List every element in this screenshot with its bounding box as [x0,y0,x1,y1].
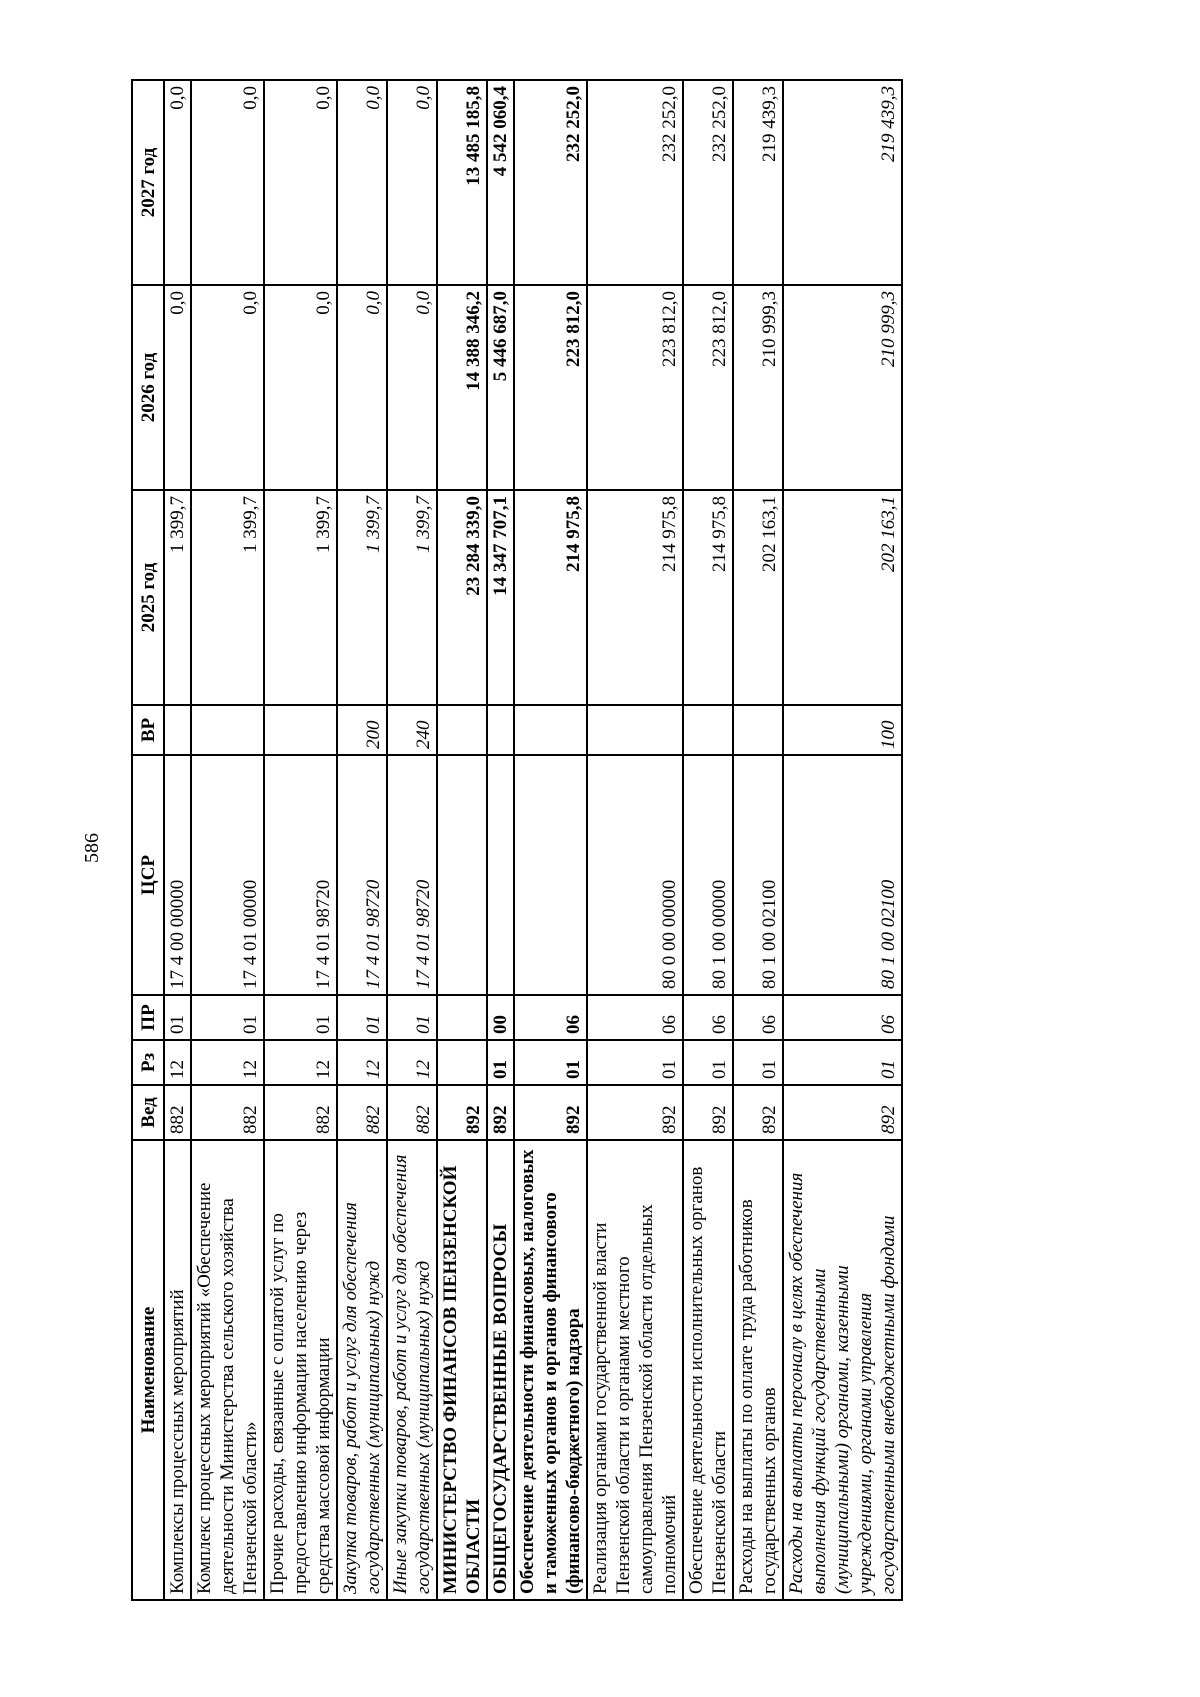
cell-ved: 882 [264,1085,337,1140]
cell-pr: 06 [733,995,783,1040]
cell-rz: 12 [337,1040,387,1085]
cell-vr [733,705,783,755]
cell-csr: 80 1 00 02100 [783,755,902,995]
cell-ved: 892 [437,1085,487,1140]
cell-2025: 1 399,7 [191,490,264,705]
cell-name: Комплексы процессных мероприятий [164,1140,191,1600]
table-row [264,80,337,1600]
cell-2026: 210 999,3 [733,285,783,490]
cell-csr: 17 4 01 98720 [387,755,437,995]
cell-2025: 202 163,1 [733,490,783,705]
cell-ved: 882 [337,1085,387,1140]
cell-2027: 4 542 060,4 [487,80,514,285]
cell-rz: 01 [587,1040,683,1085]
cell-name: Закупка товаров, работ и услуг для обеспечения государственных (муниципальных) нужд [337,1140,387,1600]
cell-pr: 06 [683,995,733,1040]
table-row [164,80,191,1600]
cell-ved: 892 [514,1085,587,1140]
cell-2027: 232 252,0 [683,80,733,285]
cell-pr: 06 [783,995,902,1040]
cell-name: Реализация органами государственной власти Пензенской области и органами местного самоуправления Пензенской области отдельных полномочий [587,1140,683,1600]
cell-pr: 01 [337,995,387,1040]
cell-vr: 240 [387,705,437,755]
cell-2026: 0,0 [337,285,387,490]
cell-name: Прочие расходы, связанные с оплатой услуг по предоставлению информации населению через средства массовой информации [264,1140,337,1600]
header-2025: 2025 год [132,490,164,705]
cell-csr: 80 1 00 02100 [733,755,783,995]
table-row [733,80,783,1600]
header-pr: ПР [132,995,164,1040]
cell-ved: 882 [191,1085,264,1140]
cell-csr: 80 0 00 00000 [587,755,683,995]
cell-2027: 232 252,0 [514,80,587,285]
cell-2027: 0,0 [264,80,337,285]
cell-vr: 100 [783,705,902,755]
cell-rz: 01 [683,1040,733,1085]
cell-ved: 882 [387,1085,437,1140]
table-row [587,80,683,1600]
header-vr: ВР [132,705,164,755]
cell-2026: 0,0 [191,285,264,490]
cell-vr [264,705,337,755]
cell-ved: 892 [783,1085,902,1140]
table-row [783,80,902,1600]
cell-name: Обеспечение деятельности исполнительных органов Пензенской области [683,1140,733,1600]
cell-pr: 01 [264,995,337,1040]
cell-pr: 06 [587,995,683,1040]
cell-2025: 202 163,1 [783,490,902,705]
cell-pr: 01 [191,995,264,1040]
cell-vr [487,705,514,755]
cell-2025: 1 399,7 [387,490,437,705]
cell-2026: 0,0 [264,285,337,490]
cell-2025: 214 975,8 [587,490,683,705]
cell-2025: 214 975,8 [683,490,733,705]
cell-ved: 892 [587,1085,683,1140]
table-row [487,80,514,1600]
cell-vr [191,705,264,755]
budget-table-container [131,81,1051,1601]
cell-vr [514,705,587,755]
cell-2026: 223 812,0 [683,285,733,490]
header-rz: Рз [132,1040,164,1085]
cell-name: Обеспечение деятельности финансовых, налоговых и таможенных органов и органов финансового (финансово-бюджетного) надзора [514,1140,587,1600]
cell-vr [683,705,733,755]
cell-2025: 14 347 707,1 [487,490,514,705]
cell-csr [487,755,514,995]
cell-pr: 01 [387,995,437,1040]
budget-table [131,79,903,1601]
cell-name: МИНИСТЕРСТВО ФИНАНСОВ ПЕНЗЕНСКОЙ ОБЛАСТИ [437,1140,487,1600]
table-row [437,80,487,1600]
header-ved: Вед [132,1085,164,1140]
cell-vr [164,705,191,755]
cell-2026: 210 999,3 [783,285,902,490]
cell-vr [587,705,683,755]
table-row [191,80,264,1600]
cell-csr: 17 4 01 00000 [191,755,264,995]
cell-csr: 17 4 01 98720 [264,755,337,995]
cell-csr: 80 1 00 00000 [683,755,733,995]
cell-rz: 12 [191,1040,264,1085]
cell-2026: 5 446 687,0 [487,285,514,490]
cell-2026: 223 812,0 [514,285,587,490]
cell-2027: 0,0 [387,80,437,285]
cell-vr [437,705,487,755]
cell-rz: 01 [487,1040,514,1085]
cell-pr [437,995,487,1040]
cell-2027: 232 252,0 [587,80,683,285]
cell-name: Комплекс процессных мероприятий «Обеспечение деятельности Министерства сельского хозяйства Пензенской области» [191,1140,264,1600]
cell-ved: 892 [487,1085,514,1140]
cell-2026: 14 388 346,2 [437,285,487,490]
cell-2027: 13 485 185,8 [437,80,487,285]
header-csr: ЦСР [132,755,164,995]
cell-2026: 223 812,0 [587,285,683,490]
cell-2027: 219 439,3 [783,80,902,285]
cell-pr: 01 [164,995,191,1040]
cell-name: Иные закупки товаров, работ и услуг для обеспечения государственных (муниципальных) нужд [387,1140,437,1600]
table-header-row [132,80,164,1600]
cell-csr [437,755,487,995]
cell-rz: 01 [733,1040,783,1085]
header-name: Наименование [132,1140,164,1600]
cell-2026: 0,0 [387,285,437,490]
cell-csr [514,755,587,995]
page-number: 586 [81,833,103,863]
cell-name: Расходы на выплаты по оплате труда работников государственных органов [733,1140,783,1600]
table-row [387,80,437,1600]
header-2026: 2026 год [132,285,164,490]
cell-2025: 214 975,8 [514,490,587,705]
cell-name: Расходы на выплаты персоналу в целях обеспечения выполнения функций государственными (муниципальными) органами, казенными учреждениями, органами управления государственными внебюджетными фондами [783,1140,902,1600]
cell-pr: 06 [514,995,587,1040]
cell-2027: 0,0 [164,80,191,285]
cell-rz: 01 [783,1040,902,1085]
cell-rz: 12 [387,1040,437,1085]
cell-2025: 1 399,7 [264,490,337,705]
cell-ved: 892 [683,1085,733,1140]
cell-ved: 882 [164,1085,191,1140]
cell-rz: 01 [514,1040,587,1085]
cell-pr: 00 [487,995,514,1040]
cell-vr: 200 [337,705,387,755]
cell-2027: 219 439,3 [733,80,783,285]
cell-rz [437,1040,487,1085]
cell-csr: 17 4 01 98720 [337,755,387,995]
cell-2025: 23 284 339,0 [437,490,487,705]
cell-2025: 1 399,7 [164,490,191,705]
table-row [514,80,587,1600]
table-row [337,80,387,1600]
cell-2026: 0,0 [164,285,191,490]
cell-2027: 0,0 [191,80,264,285]
table-row [683,80,733,1600]
cell-rz: 12 [164,1040,191,1085]
cell-name: ОБЩЕГОСУДАРСТВЕННЫЕ ВОПРОСЫ [487,1140,514,1600]
cell-2027: 0,0 [337,80,387,285]
cell-2025: 1 399,7 [337,490,387,705]
cell-csr: 17 4 00 00000 [164,755,191,995]
header-2027: 2027 год [132,80,164,285]
cell-ved: 892 [733,1085,783,1140]
cell-rz: 12 [264,1040,337,1085]
